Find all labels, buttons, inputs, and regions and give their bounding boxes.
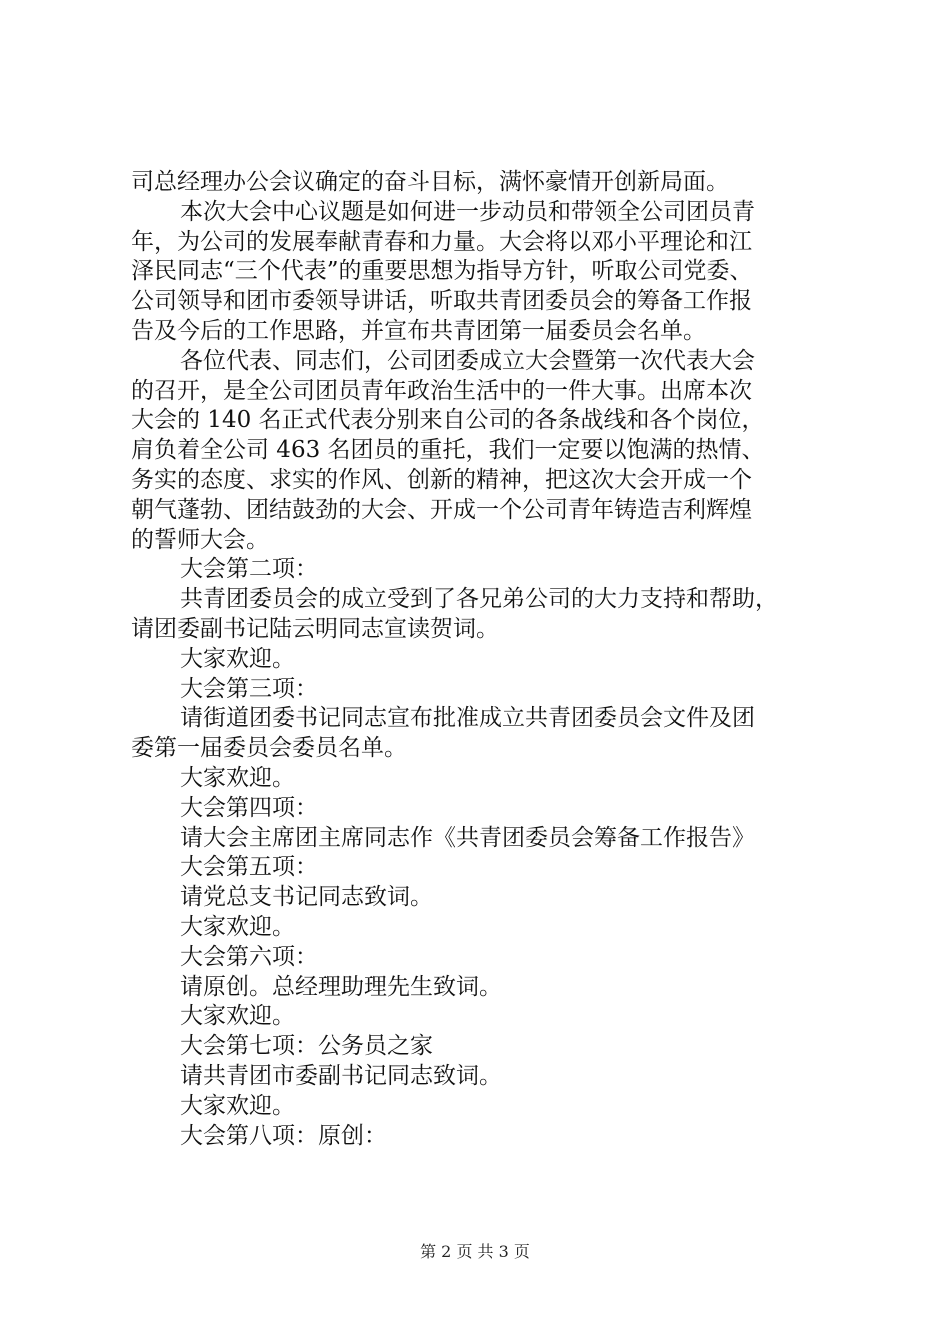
document-line: 大家欢迎。 [180, 1003, 295, 1030]
document-line: 请大会主席团主席同志作《共青团委员会筹备工作报告》 [180, 824, 755, 851]
document-line: 的召开，是全公司团员青年政治生活中的一件大事。出席本次 [131, 377, 752, 404]
document-line: 朝气蓬勃、团结鼓劲的大会、开成一个公司青年铸造吉利辉煌 [131, 496, 752, 523]
document-line: 大会第五项： [180, 854, 318, 881]
document-line: 请共青团市委副书记同志致词。 [180, 1062, 502, 1089]
document-line: 大会第八项：原创： [180, 1122, 387, 1149]
document-line: 各位代表、同志们，公司团委成立大会暨第一次代表大会 [180, 347, 755, 374]
document-line: 大会第三项： [180, 675, 318, 702]
document-line: 请党总支书记同志致词。 [180, 884, 433, 911]
document-line: 大家欢迎。 [180, 913, 295, 940]
document-line: 司总经理办公会议确定的奋斗目标，满怀豪情开创新局面。 [131, 169, 729, 195]
document-line: 大会第六项： [180, 943, 318, 970]
document-line: 泽民同志“三个代表”的重要思想为指导方针，听取公司党委、 [131, 258, 753, 285]
document-line: 大家欢迎。 [180, 645, 295, 672]
document-line: 请街道团委书记同志宣布批准成立共青团委员会文件及团 [180, 705, 755, 732]
document-body [131, 168, 831, 1151]
document-line: 肩负着全公司 463 名团员的重托，我们一定要以饱满的热情、 [131, 437, 765, 464]
document-line: 大会的 140 名正式代表分别来自公司的各条战线和各个岗位， [131, 407, 765, 434]
document-line: 年，为公司的发展奉献青春和力量。大会将以邓小平理论和江 [131, 228, 752, 255]
document-line: 本次大会中心议题是如何进一步动员和带领全公司团员青 [180, 198, 755, 225]
document-line: 告及今后的工作思路，并宣布共青团第一届委员会名单。 [131, 317, 706, 344]
document-line: 务实的态度、求实的作风、创新的精神，把这次大会开成一个 [131, 466, 752, 493]
document-line: 共青团委员会的成立受到了各兄弟公司的大力支持和帮助， [180, 586, 778, 613]
document-line: 委第一届委员会委员名单。 [131, 735, 407, 762]
document-line: 的誓师大会。 [131, 526, 269, 553]
document-line: 大家欢迎。 [180, 764, 295, 791]
document-line: 大会第七项：公务员之家 [180, 1033, 433, 1060]
page-footer: 第 2 页 共 3 页 [420, 1242, 530, 1261]
document-line: 大会第二项： [180, 556, 318, 583]
document-line: 请团委副书记陆云明同志宣读贺词。 [131, 615, 499, 642]
document-line: 公司领导和团市委领导讲话，听取共青团委员会的筹备工作报 [131, 288, 752, 315]
document-line: 请原创。总经理助理先生致词。 [180, 973, 502, 1000]
document-line: 大家欢迎。 [180, 1092, 295, 1119]
document-line: 大会第四项： [180, 794, 318, 821]
